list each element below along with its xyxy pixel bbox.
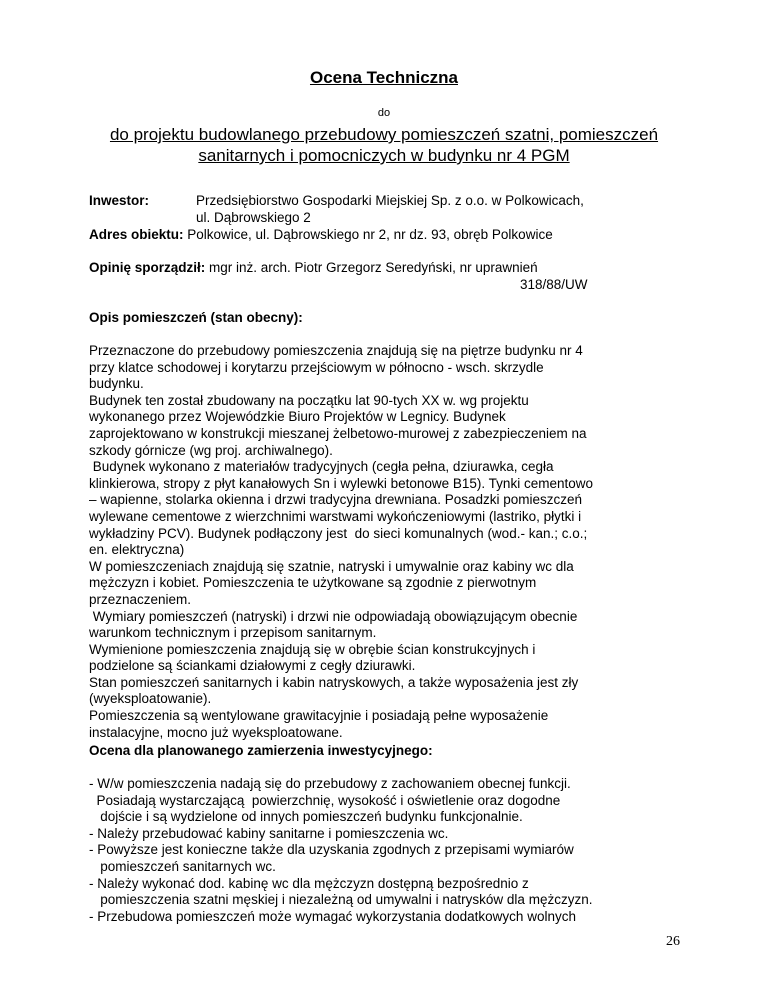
opis-line: Budynek wykonano z materiałów tradycyjnych (cegła pełna, dziurawka, cegła — [89, 459, 554, 475]
inwestor-address: ul. Dąbrowskiego 2 — [196, 210, 311, 225]
ocena-line: - Należy przebudować kabiny sanitarne i pomieszczenia wc. — [89, 825, 449, 841]
ocena-line: - W/w pomieszczenia nadają się do przebudowy z zachowaniem obecnej funkcji. — [89, 776, 571, 791]
page-number: 26 — [666, 934, 680, 949]
ocena-line: - Przebudowa pomieszczeń może wymagać wykorzystania dodatkowych wolnych — [89, 908, 576, 924]
opis-line: Wymiary pomieszczeń (natryski) i drzwi nie odpowiadają obowiązującym obecnie — [89, 608, 578, 624]
opis-heading: Opis pomieszczeń (stan obecny): — [89, 310, 303, 325]
opis-line: Przeznaczone do przebudowy pomieszczenia znajdują się na piętrze budynku nr 4 — [89, 343, 583, 358]
opis-line: szkody górnicze (wg proj. archiwalnego). — [89, 442, 333, 458]
adres-row — [89, 227, 709, 244]
opis-line: W pomieszczeniach znajdują się szatnie, natryski i umywalnie oraz kabiny wc dla — [89, 558, 574, 574]
inwestor-label: Inwestor: — [89, 193, 150, 208]
ocena-line: - Należy wykonać dod. kabinę wc dla mężczyzn dostępną bezpośrednio z — [89, 875, 529, 891]
opis-line: Pomieszczenia są wentylowane grawitacyjnie i posiadają pełne wyposażenie — [89, 708, 549, 724]
ocena-line: Posiadają wystarczającą powierzchnię, wysokość i oświetlenie oraz dogodne — [89, 792, 561, 808]
do-label: do — [377, 107, 391, 119]
opis-line: en. elektryczna) — [89, 542, 185, 558]
opinie-row — [89, 260, 709, 277]
ocena-line: pomieszczeń sanitarnych wc. — [89, 858, 276, 874]
opinie-label: Opinię sporządził: — [89, 260, 206, 275]
opis-line: przy klatce schodowej i korytarzu przejściowym w północno - wsch. skrzydle — [89, 359, 544, 375]
ocena-list — [89, 776, 709, 925]
uprawnienia-number: 318/88/UW — [520, 277, 588, 292]
opinie-value: mgr inż. arch. Piotr Grzegorz Seredyński, nr uprawnień — [205, 260, 538, 275]
document-subtitle — [70, 124, 698, 166]
opis-line: przeznaczeniem. — [89, 591, 192, 607]
subtitle-line: sanitarnych i pomocniczych w budynku nr 4 PGM — [198, 146, 570, 165]
opis-paragraphs — [89, 343, 709, 741]
document-title: Ocena Techniczna — [309, 68, 458, 87]
ocena-line: dojście i są wydzielone od innych pomieszczeń budynku funkcjonalnie. — [89, 809, 523, 825]
ocena-heading: Ocena dla planowanego zamierzenia inwestycyjnego: — [89, 743, 433, 758]
opis-line: warunkom technicznym i przepisom sanitarnym. — [89, 625, 377, 641]
opis-line: budynku. — [89, 376, 144, 392]
opis-line: podzielone są ściankami działowymi z cegły dziurawki. — [89, 658, 416, 674]
opis-line: klinkierowa, stropy z płyt kanałowych Sn i wylewki betonowe B15). Tynki cementowo — [89, 475, 593, 491]
inwestor-value: Przedsiębiorstwo Gospodarki Miejskiej Sp. z o.o. w Polkowicach, — [196, 193, 584, 208]
opis-line: Wymienione pomieszczenia znajdują się w obrębie ścian konstrukcyjnych i — [89, 641, 536, 657]
ocena-line: - Powyższe jest konieczne także dla uzyskania zgodnych z przepisami wymiarów — [89, 842, 574, 858]
opis-line: instalacyjne, mocno już wyeksploatowane. — [89, 724, 343, 740]
subtitle-line: do projektu budowlanego przebudowy pomieszczeń szatni, pomieszczeń — [109, 125, 659, 144]
adres-label: Adres obiektu: — [89, 227, 184, 242]
inwestor-row — [89, 193, 709, 210]
opis-line: wykładziny PCV). Budynek podłączony jest do sieci komunalnych (wod.- kan.; c.o.; — [89, 525, 588, 541]
adres-value: Polkowice, ul. Dąbrowskiego nr 2, nr dz. 93, obręb Polkowice — [183, 227, 553, 242]
opis-line: Budynek ten został zbudowany na początku lat 90-tych XX w. wg projektu — [89, 392, 529, 408]
opis-line: zaprojektowano w konstrukcji mieszanej żelbetowo-murowej z zabezpieczeniem na — [89, 425, 587, 441]
opis-line: wylewane cementowe z wierzchnimi warstwami wykończeniowymi (lastriko, płytki i — [89, 508, 582, 524]
ocena-line: pomieszczenia szatni męskiej i niezależną od umywalni i natrysków dla mężczyzn. — [89, 892, 593, 908]
opis-line: Stan pomieszczeń sanitarnych i kabin natryskowych, a także wyposażenia jest zły — [89, 674, 579, 690]
opis-line: mężczyzn i kobiet. Pomieszczenia te użytkowane są zgodnie z pierwotnym — [89, 575, 537, 591]
opis-line: (wyeksploatowanie). — [89, 691, 212, 707]
opis-line: wykonanego przez Wojewódzkie Biuro Projektów w Legnicy. Budynek — [89, 409, 506, 425]
opis-line: – wapienne, stolarka okienna i drzwi tradycyjna drewniana. Posadzki pomieszczeń — [89, 492, 583, 508]
